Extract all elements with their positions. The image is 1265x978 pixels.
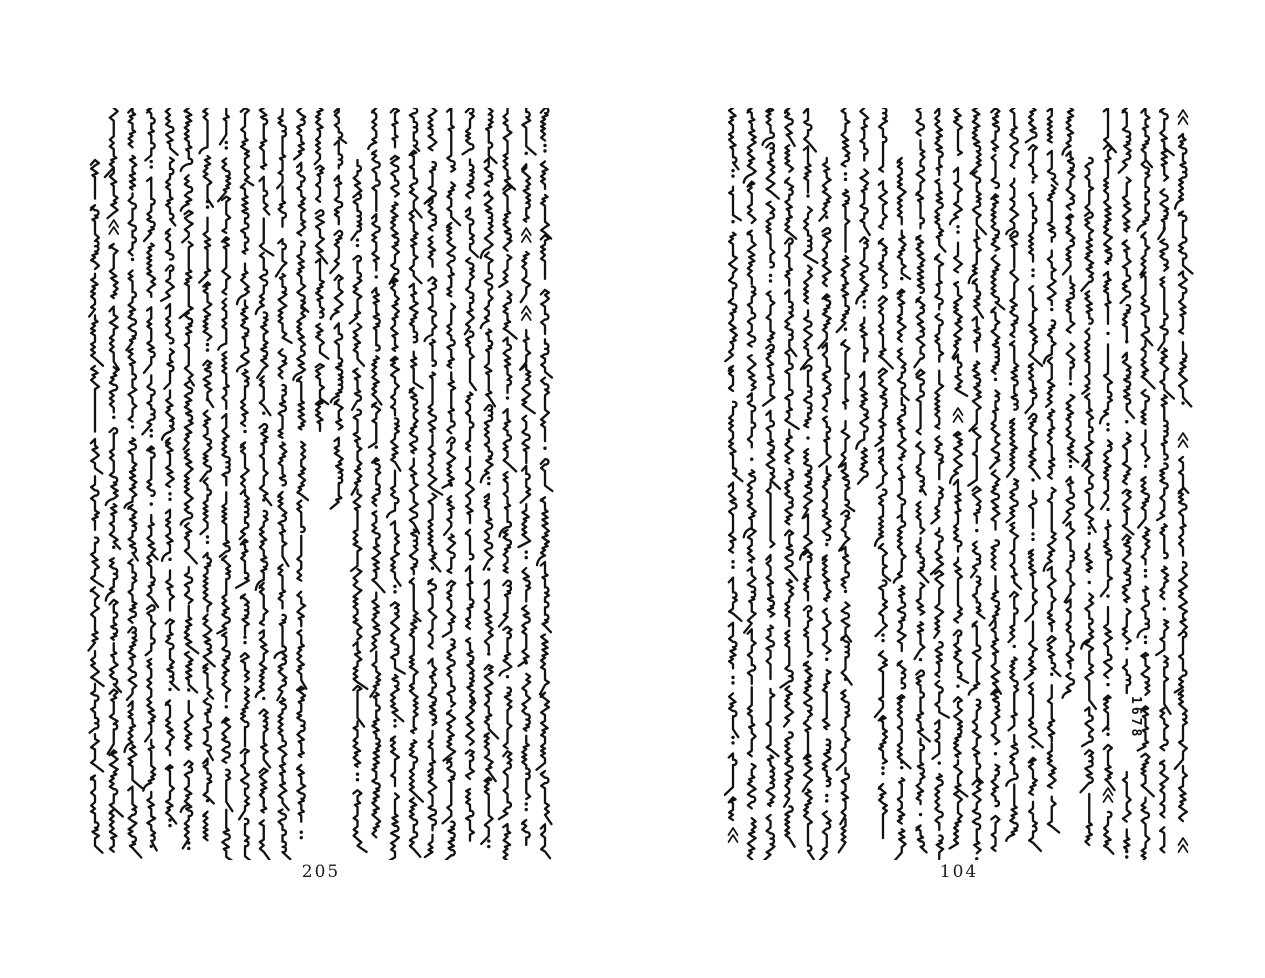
right-page xyxy=(724,0,1194,978)
right-page-number: 104 xyxy=(939,862,979,882)
right-page-script-columns xyxy=(724,108,1194,860)
left-page-number: 205 xyxy=(301,862,341,882)
left-page-script-columns xyxy=(86,108,556,860)
left-page xyxy=(86,0,556,978)
right-page-text-block xyxy=(724,108,1194,860)
svg-text:1678: 1678 xyxy=(1127,696,1143,740)
left-page-text-block xyxy=(86,108,556,860)
